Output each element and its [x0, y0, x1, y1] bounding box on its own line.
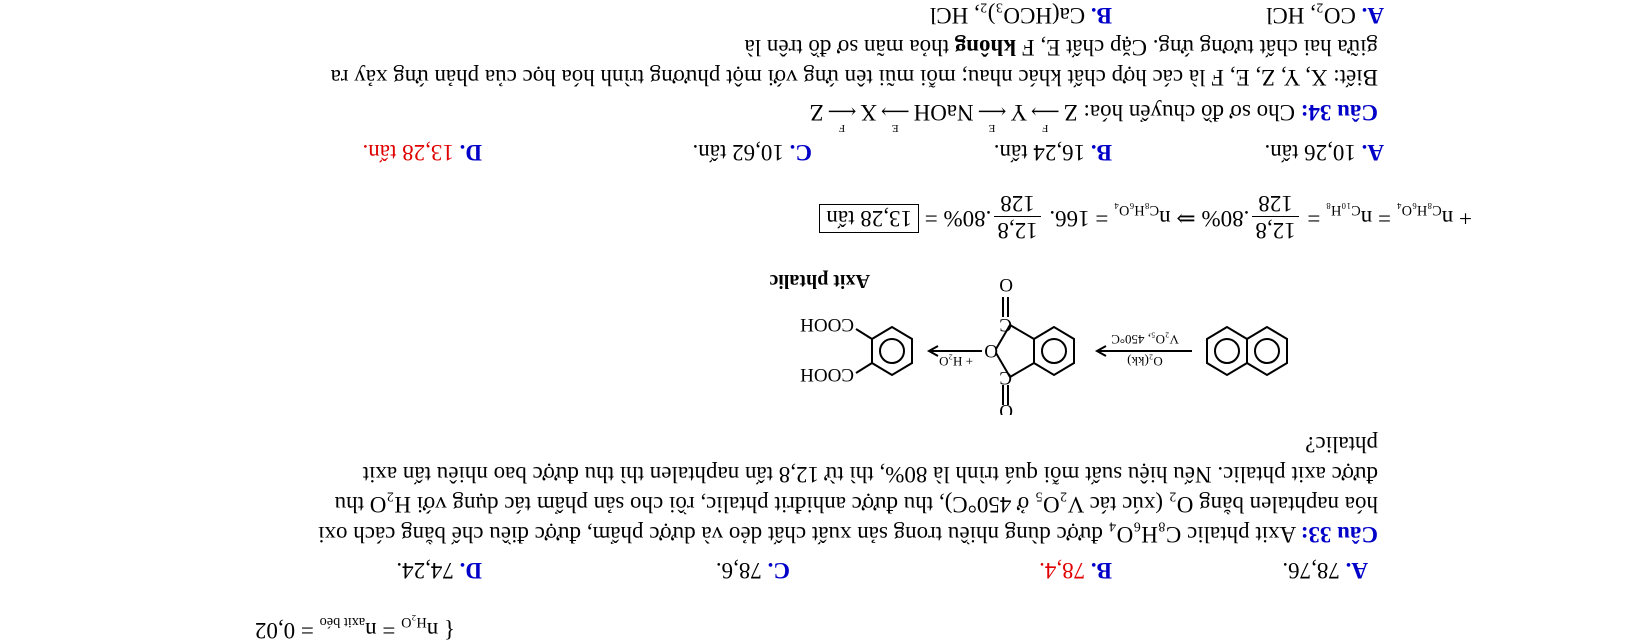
naphthalene-ring-1 [1247, 327, 1287, 375]
q33-line2: hóa naphtalen bằng O₂ (xúc tác V₂O₅ ở 450°C), thu được anhiđrit phtalic, rồi cho sản phẩm tác dụng với H₂O thu [334, 492, 1378, 517]
scheme-arrow: E ⟵ [977, 100, 1007, 134]
option-d[interactable]: D. 74,24. [396, 558, 482, 583]
scheme-compound: NaOH [913, 100, 974, 125]
q33-line4: phtalic? [1305, 432, 1378, 457]
q34-label: Câu 34: [1300, 100, 1378, 125]
q34-line3: giữa hai chất tương ứng. Cặp chất E, F không thỏa mãn sơ đồ trên là [744, 35, 1378, 60]
option-c[interactable]: C. 78,6. [715, 558, 790, 583]
arrow1-top-label: O₂(kk) [1127, 354, 1163, 369]
oxygen-ring: O [984, 340, 998, 361]
result-box: 13,28 tấn [819, 204, 919, 233]
cooh-top: COOH [800, 364, 854, 385]
carbon-bottom: C [999, 314, 1012, 335]
arrow2-label: + H₂O [939, 354, 973, 369]
option-a[interactable]: A. 78,76. [1282, 558, 1368, 583]
oxygen-bottom: O [999, 274, 1013, 295]
reaction-scheme-svg [690, 240, 1310, 415]
q33-label: Câu 33: [1300, 522, 1378, 547]
option-b[interactable]: B. Ca(HCO₃)₂, HCl [929, 3, 1112, 28]
reaction-scheme [690, 234, 1310, 415]
scheme-compound: Y [1010, 100, 1027, 125]
calculation-line: + $n_{C_8H_6O_4} = n_{C_{10}H_8}$ = 12,8 128 .80% ⇒ $n_{C_8H_6O_4} = 166$. 12,8 128 .80% = 13,28 tấn [819, 190, 1472, 243]
scheme-arrow: F ⟵ [827, 100, 857, 134]
scheme-arrow: F ⟶ [1030, 100, 1060, 134]
arrow1-bottom-label: V₂O₅, 450°C [1111, 332, 1179, 347]
scheme-arrow-label: E [988, 122, 996, 134]
scheme-compound: Z [809, 100, 824, 125]
option-d[interactable]: D. 13,28 tấn. [362, 140, 482, 165]
scheme-compound: Z [1063, 100, 1078, 125]
scheme-compound: X [860, 100, 877, 125]
q34-scheme [809, 100, 1078, 134]
option-a[interactable]: A. CO₂, HCl [1266, 3, 1384, 28]
scheme-arrow-label: F [838, 122, 846, 134]
q33-line3: được axit phtalic. Nếu hiệu suất mỗi quá trình là 80%, thì từ 12,8 tấn naphtalen thì thu được bao nhiêu tấn axit [362, 462, 1378, 487]
carbon-top: C [999, 367, 1012, 388]
cooh-bottom: COOH [800, 314, 854, 335]
q34-line1: Câu 34: Cho sơ đồ chuyển hóa: Z F ⟶Y E ⟵NaOH E ⟶X F ⟵Z [809, 100, 1378, 134]
option-c[interactable]: C. 10,62 tấn. [692, 140, 812, 165]
option-b[interactable]: B. 16,24 tấn. [993, 140, 1112, 165]
oxygen-top: O [999, 400, 1013, 415]
product-label: Axit phtalic [769, 270, 870, 292]
option-a[interactable]: A. 10,26 tấn. [1264, 140, 1384, 165]
scheme-arrow-label: F [1042, 122, 1049, 134]
scheme-arrow: E ⟶ [880, 100, 910, 134]
q34-line2: Biết: X, Y, Z, E, F là các hợp chất khác nhau; mỗi mũi tên ứng với một phương trình hóa học của phản ứng xảy ra [330, 65, 1378, 90]
q33-line1: Câu 33: Axit phtalic C₈H₆O₄ được dùng nhiều trong sản xuất chất dẻo và dược phẩm, được điều chế bằng cách oxi [318, 522, 1378, 547]
scheme-arrow-label: E [891, 122, 899, 134]
previous-answer-fragment: { $n_{H_2O} = n_{axit béo} = 0,02$ [254, 614, 455, 643]
option-b[interactable]: B. 78,4. [1039, 558, 1112, 583]
